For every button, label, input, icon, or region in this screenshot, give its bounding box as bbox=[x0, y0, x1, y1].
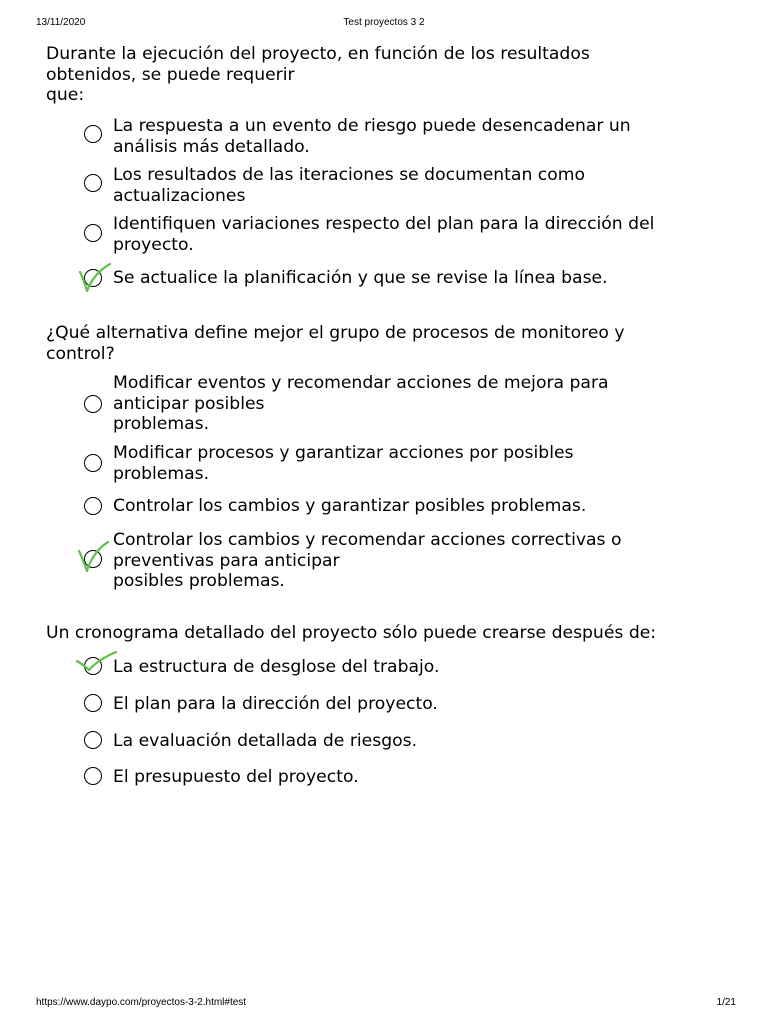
radio-circle-icon[interactable] bbox=[84, 767, 102, 785]
radio-circle-icon[interactable] bbox=[84, 454, 102, 472]
option-label: Modificar procesos y garantizar acciones por posibles problemas. bbox=[113, 443, 574, 484]
radio-circle-icon[interactable] bbox=[84, 550, 102, 568]
option-label: Se actualice la planificación y que se revise la línea base. bbox=[113, 268, 608, 288]
question-3: Un cronograma detallado del proyecto sólo puede crearse después de: bbox=[46, 623, 657, 643]
option-label: Modificar eventos y recomendar acciones de mejora para anticipar posibles problemas. bbox=[113, 373, 609, 434]
option-label: La evaluación detallada de riesgos. bbox=[113, 731, 418, 751]
question-2: ¿Qué alternativa define mejor el grupo de procesos de monitoreo y control? bbox=[46, 323, 625, 364]
document-title: Test proyectos 3 2 bbox=[343, 17, 425, 28]
option-label: La respuesta a un evento de riesgo puede desencadenar un análisis más detallado. bbox=[113, 116, 631, 157]
option-label: El presupuesto del proyecto. bbox=[113, 767, 359, 787]
question-1: Durante la ejecución del proyecto, en función de los resultados obtenidos, se puede requerir que: bbox=[46, 44, 590, 105]
radio-circle-icon[interactable] bbox=[84, 731, 102, 749]
page-number: 1/21 bbox=[716, 997, 736, 1008]
option-label: Identifiquen variaciones respecto del plan para la dirección del proyecto. bbox=[113, 214, 655, 255]
radio-circle-icon[interactable] bbox=[84, 395, 102, 413]
print-date: 13/11/2020 bbox=[36, 17, 86, 28]
radio-circle-icon[interactable] bbox=[84, 125, 102, 143]
option-label: Controlar los cambios y recomendar acciones correctivas o preventivas para anticipar posibles problemas. bbox=[113, 530, 622, 591]
radio-circle-icon[interactable] bbox=[84, 694, 102, 712]
radio-circle-icon[interactable] bbox=[84, 224, 102, 242]
option-label: El plan para la dirección del proyecto. bbox=[113, 694, 438, 714]
option-label: La estructura de desglose del trabajo. bbox=[113, 657, 440, 677]
page-url[interactable]: https://www.daypo.com/proyectos-3-2.html#test bbox=[36, 997, 247, 1008]
option-label: Controlar los cambios y garantizar posibles problemas. bbox=[113, 496, 587, 516]
radio-circle-icon[interactable] bbox=[84, 174, 102, 192]
option-label: Los resultados de las iteraciones se documentan como actualizaciones bbox=[113, 165, 586, 206]
radio-circle-icon[interactable] bbox=[84, 269, 102, 287]
radio-circle-icon[interactable] bbox=[84, 497, 102, 515]
radio-circle-icon[interactable] bbox=[84, 657, 102, 675]
